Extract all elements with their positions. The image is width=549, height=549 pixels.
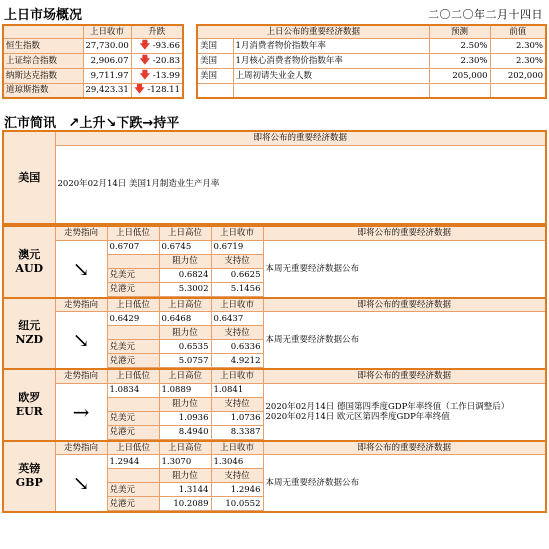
label-vs-usd: 兑美元: [107, 483, 159, 497]
table-row: [3, 83, 183, 98]
table-row: [197, 53, 546, 68]
down-arrow-icon: 🡇: [139, 54, 151, 66]
blank-cell: [107, 397, 159, 411]
page-title: 上日市场概况: [4, 8, 83, 23]
col-low: 上日低位: [107, 369, 159, 383]
col-close: 上日收市: [211, 441, 263, 455]
currency-block-eur: [2, 368, 547, 442]
trend-arrow-icon: ↘: [55, 240, 107, 298]
index-name: 恒生指数: [3, 38, 83, 53]
currency-code: GBP: [15, 476, 43, 490]
prev-high: 0.6468: [159, 312, 211, 326]
resistance-usd: 0.6535: [159, 340, 211, 354]
econ-forecast: 2.50%: [429, 38, 490, 53]
econ-country: 美国: [197, 38, 233, 53]
us-upcoming-header: 即将公布的重要经济数据: [55, 131, 546, 145]
table-row: [3, 53, 183, 68]
label-vs-usd: 兑美元: [107, 411, 159, 425]
resistance-hkd: 5.0757: [159, 354, 211, 368]
col-support: 支持位: [211, 326, 263, 340]
blank-cell: [107, 254, 159, 268]
support-usd: 0.6336: [211, 340, 263, 354]
prev-close: 0.6719: [211, 240, 263, 254]
blank-cell: [107, 326, 159, 340]
upcoming-data: [263, 240, 546, 298]
currency-code: NZD: [15, 333, 44, 347]
currency-name: 纽元: [18, 319, 41, 333]
col-trend: 走势指向: [55, 226, 107, 240]
upcoming-data-line: 2020年02月14日 欧元区第四季度GDP年率终值: [265, 411, 450, 422]
support-hkd: 4.9212: [211, 354, 263, 368]
econ-empty-cell: [233, 83, 429, 98]
down-arrow-icon: 🡇: [139, 69, 151, 81]
resistance-hkd: 8.4940: [159, 425, 211, 439]
index-close: 2,906.07: [83, 53, 131, 68]
prev-high: 0.6745: [159, 240, 211, 254]
col-low: 上日低位: [107, 441, 159, 455]
econ-header-title: 上日公布的重要经济数据: [197, 25, 429, 38]
trend-arrow-icon: ↘: [55, 455, 107, 513]
us-upcoming-content: 2020年02月14日 美国1月制造业生产月率: [55, 145, 546, 224]
label-vs-hkd: 兑港元: [107, 354, 159, 368]
col-high: 上日高位: [159, 226, 211, 240]
table-row: [197, 68, 546, 83]
table-row: [3, 38, 183, 53]
legend-down: ↘下跌: [105, 116, 143, 131]
index-change: -93.66: [152, 40, 180, 51]
upcoming-data-line: 本周无重要经济数据公布: [265, 478, 360, 488]
down-arrow-icon: 🡇: [134, 84, 145, 96]
col-resistance: 阻力位: [159, 254, 211, 268]
currency-block-gbp: [2, 440, 547, 514]
prev-close: 1.0841: [211, 383, 263, 397]
resistance-usd: 1.3144: [159, 483, 211, 497]
currency-block-nzd: [2, 297, 547, 371]
currency-label: [3, 369, 55, 441]
econ-col-forecast: 预测: [429, 25, 490, 38]
econ-item: 1月消费者物价指数年率: [233, 38, 429, 53]
col-trend: 走势指向: [55, 369, 107, 383]
index-change: -128.11: [147, 85, 180, 96]
econ-data-table: [196, 24, 547, 99]
prev-low: 1.2944: [107, 455, 159, 469]
support-hkd: 8.3387: [211, 425, 263, 439]
col-trend: 走势指向: [55, 298, 107, 312]
col-support: 支持位: [211, 397, 263, 411]
col-support: 支持位: [211, 469, 263, 483]
prev-low: 0.6707: [107, 240, 159, 254]
report-date: 二〇二〇年二月十四日: [428, 8, 543, 21]
col-upcoming: 即将公布的重要经济数据: [263, 298, 546, 312]
resistance-hkd: 10.2089: [159, 497, 211, 511]
col-trend: 走势指向: [55, 441, 107, 455]
market-col-change: 升跌: [131, 25, 183, 38]
col-close: 上日收市: [211, 369, 263, 383]
col-high: 上日高位: [159, 298, 211, 312]
upcoming-data: [263, 312, 546, 370]
down-arrow-icon: 🡇: [139, 39, 151, 51]
col-low: 上日低位: [107, 226, 159, 240]
col-upcoming: 即将公布的重要经济数据: [263, 441, 546, 455]
index-close: 9,711.97: [83, 68, 131, 83]
econ-item: 1月核心消费者物价指数年率: [233, 53, 429, 68]
econ-item: 上周初请失业金人数: [233, 68, 429, 83]
econ-prev: 2.30%: [490, 53, 546, 68]
upcoming-data: [263, 383, 546, 441]
support-hkd: 5.1456: [211, 282, 263, 296]
currency-name: 欧罗: [18, 390, 41, 404]
resistance-usd: 1.0936: [159, 411, 211, 425]
col-resistance: 阻力位: [159, 469, 211, 483]
prev-low: 1.0834: [107, 383, 159, 397]
currency-label: [3, 298, 55, 370]
support-usd: 1.0736: [211, 411, 263, 425]
currency-name: 澳元: [18, 247, 41, 261]
col-resistance: 阻力位: [159, 326, 211, 340]
econ-country: 美国: [197, 53, 233, 68]
currency-name: 英镑: [18, 462, 41, 476]
prev-close: 0.6437: [211, 312, 263, 326]
market-header-blank: [3, 25, 83, 38]
blank-cell: [107, 469, 159, 483]
label-vs-hkd: 兑港元: [107, 497, 159, 511]
support-usd: 0.6625: [211, 268, 263, 282]
econ-prev: 2.30%: [490, 38, 546, 53]
label-vs-hkd: 兑港元: [107, 282, 159, 296]
currency-code: EUR: [15, 404, 43, 418]
legend-flat: →持平: [142, 116, 180, 131]
market-overview-table: [2, 24, 184, 99]
us-upcoming-table: [2, 130, 547, 225]
col-close: 上日收市: [211, 226, 263, 240]
econ-forecast: 2.30%: [429, 53, 490, 68]
upcoming-data-line: 本周无重要经济数据公布: [265, 263, 360, 274]
col-high: 上日高位: [159, 441, 211, 455]
prev-high: 1.3070: [159, 455, 211, 469]
fx-title: 汇市简讯: [4, 116, 57, 131]
index-name: 纳斯达克指数: [3, 68, 83, 83]
econ-forecast: 205,000: [429, 68, 490, 83]
index-name: 道琼斯指数: [3, 83, 83, 98]
country-label-us: 美国: [3, 131, 55, 224]
prev-high: 1.0889: [159, 383, 211, 397]
upcoming-data: [263, 455, 546, 513]
label-vs-usd: 兑美元: [107, 340, 159, 354]
index-name: 上证综合指数: [3, 53, 83, 68]
currency-code: AUD: [15, 261, 44, 275]
index-close: 27,730.00: [83, 38, 131, 53]
table-row: [197, 38, 546, 53]
fx-section-title: [4, 112, 179, 131]
econ-empty-cell: [429, 83, 490, 98]
resistance-usd: 0.6824: [159, 268, 211, 282]
fx-blocks: [2, 225, 545, 513]
currency-label: [3, 226, 55, 298]
col-upcoming: 即将公布的重要经济数据: [263, 369, 546, 383]
support-usd: 1.2946: [211, 483, 263, 497]
currency-label: [3, 441, 55, 513]
label-vs-usd: 兑美元: [107, 268, 159, 282]
econ-country: 美国: [197, 68, 233, 83]
market-col-close: 上日收市: [83, 25, 131, 38]
support-hkd: 10.0552: [211, 497, 263, 511]
col-high: 上日高位: [159, 369, 211, 383]
col-low: 上日低位: [107, 298, 159, 312]
upcoming-data-line: 本周无重要经济数据公布: [265, 335, 360, 345]
econ-col-prev: 前值: [490, 25, 546, 38]
index-change: -13.99: [152, 70, 180, 81]
trend-arrow-icon: →: [55, 383, 107, 441]
resistance-hkd: 5.3002: [159, 282, 211, 296]
econ-empty-cell: [490, 83, 546, 98]
legend-up: ↗上升: [68, 116, 106, 131]
econ-empty-cell: [197, 83, 233, 98]
col-resistance: 阻力位: [159, 397, 211, 411]
currency-block-aud: [2, 225, 547, 299]
table-row: [3, 68, 183, 83]
label-vs-hkd: 兑港元: [107, 425, 159, 439]
col-close: 上日收市: [211, 298, 263, 312]
index-close: 29,423.31: [83, 83, 131, 98]
trend-arrow-icon: ↘: [55, 312, 107, 370]
upcoming-data-line: 2020年02月14日 德国第四季度GDP年率终值（工作日调整后）: [265, 401, 510, 412]
prev-low: 0.6429: [107, 312, 159, 326]
col-support: 支持位: [211, 254, 263, 268]
index-change: -20.83: [152, 55, 180, 66]
col-upcoming: 即将公布的重要经济数据: [263, 226, 546, 240]
econ-prev: 202,000: [490, 68, 546, 83]
prev-close: 1.3046: [211, 455, 263, 469]
